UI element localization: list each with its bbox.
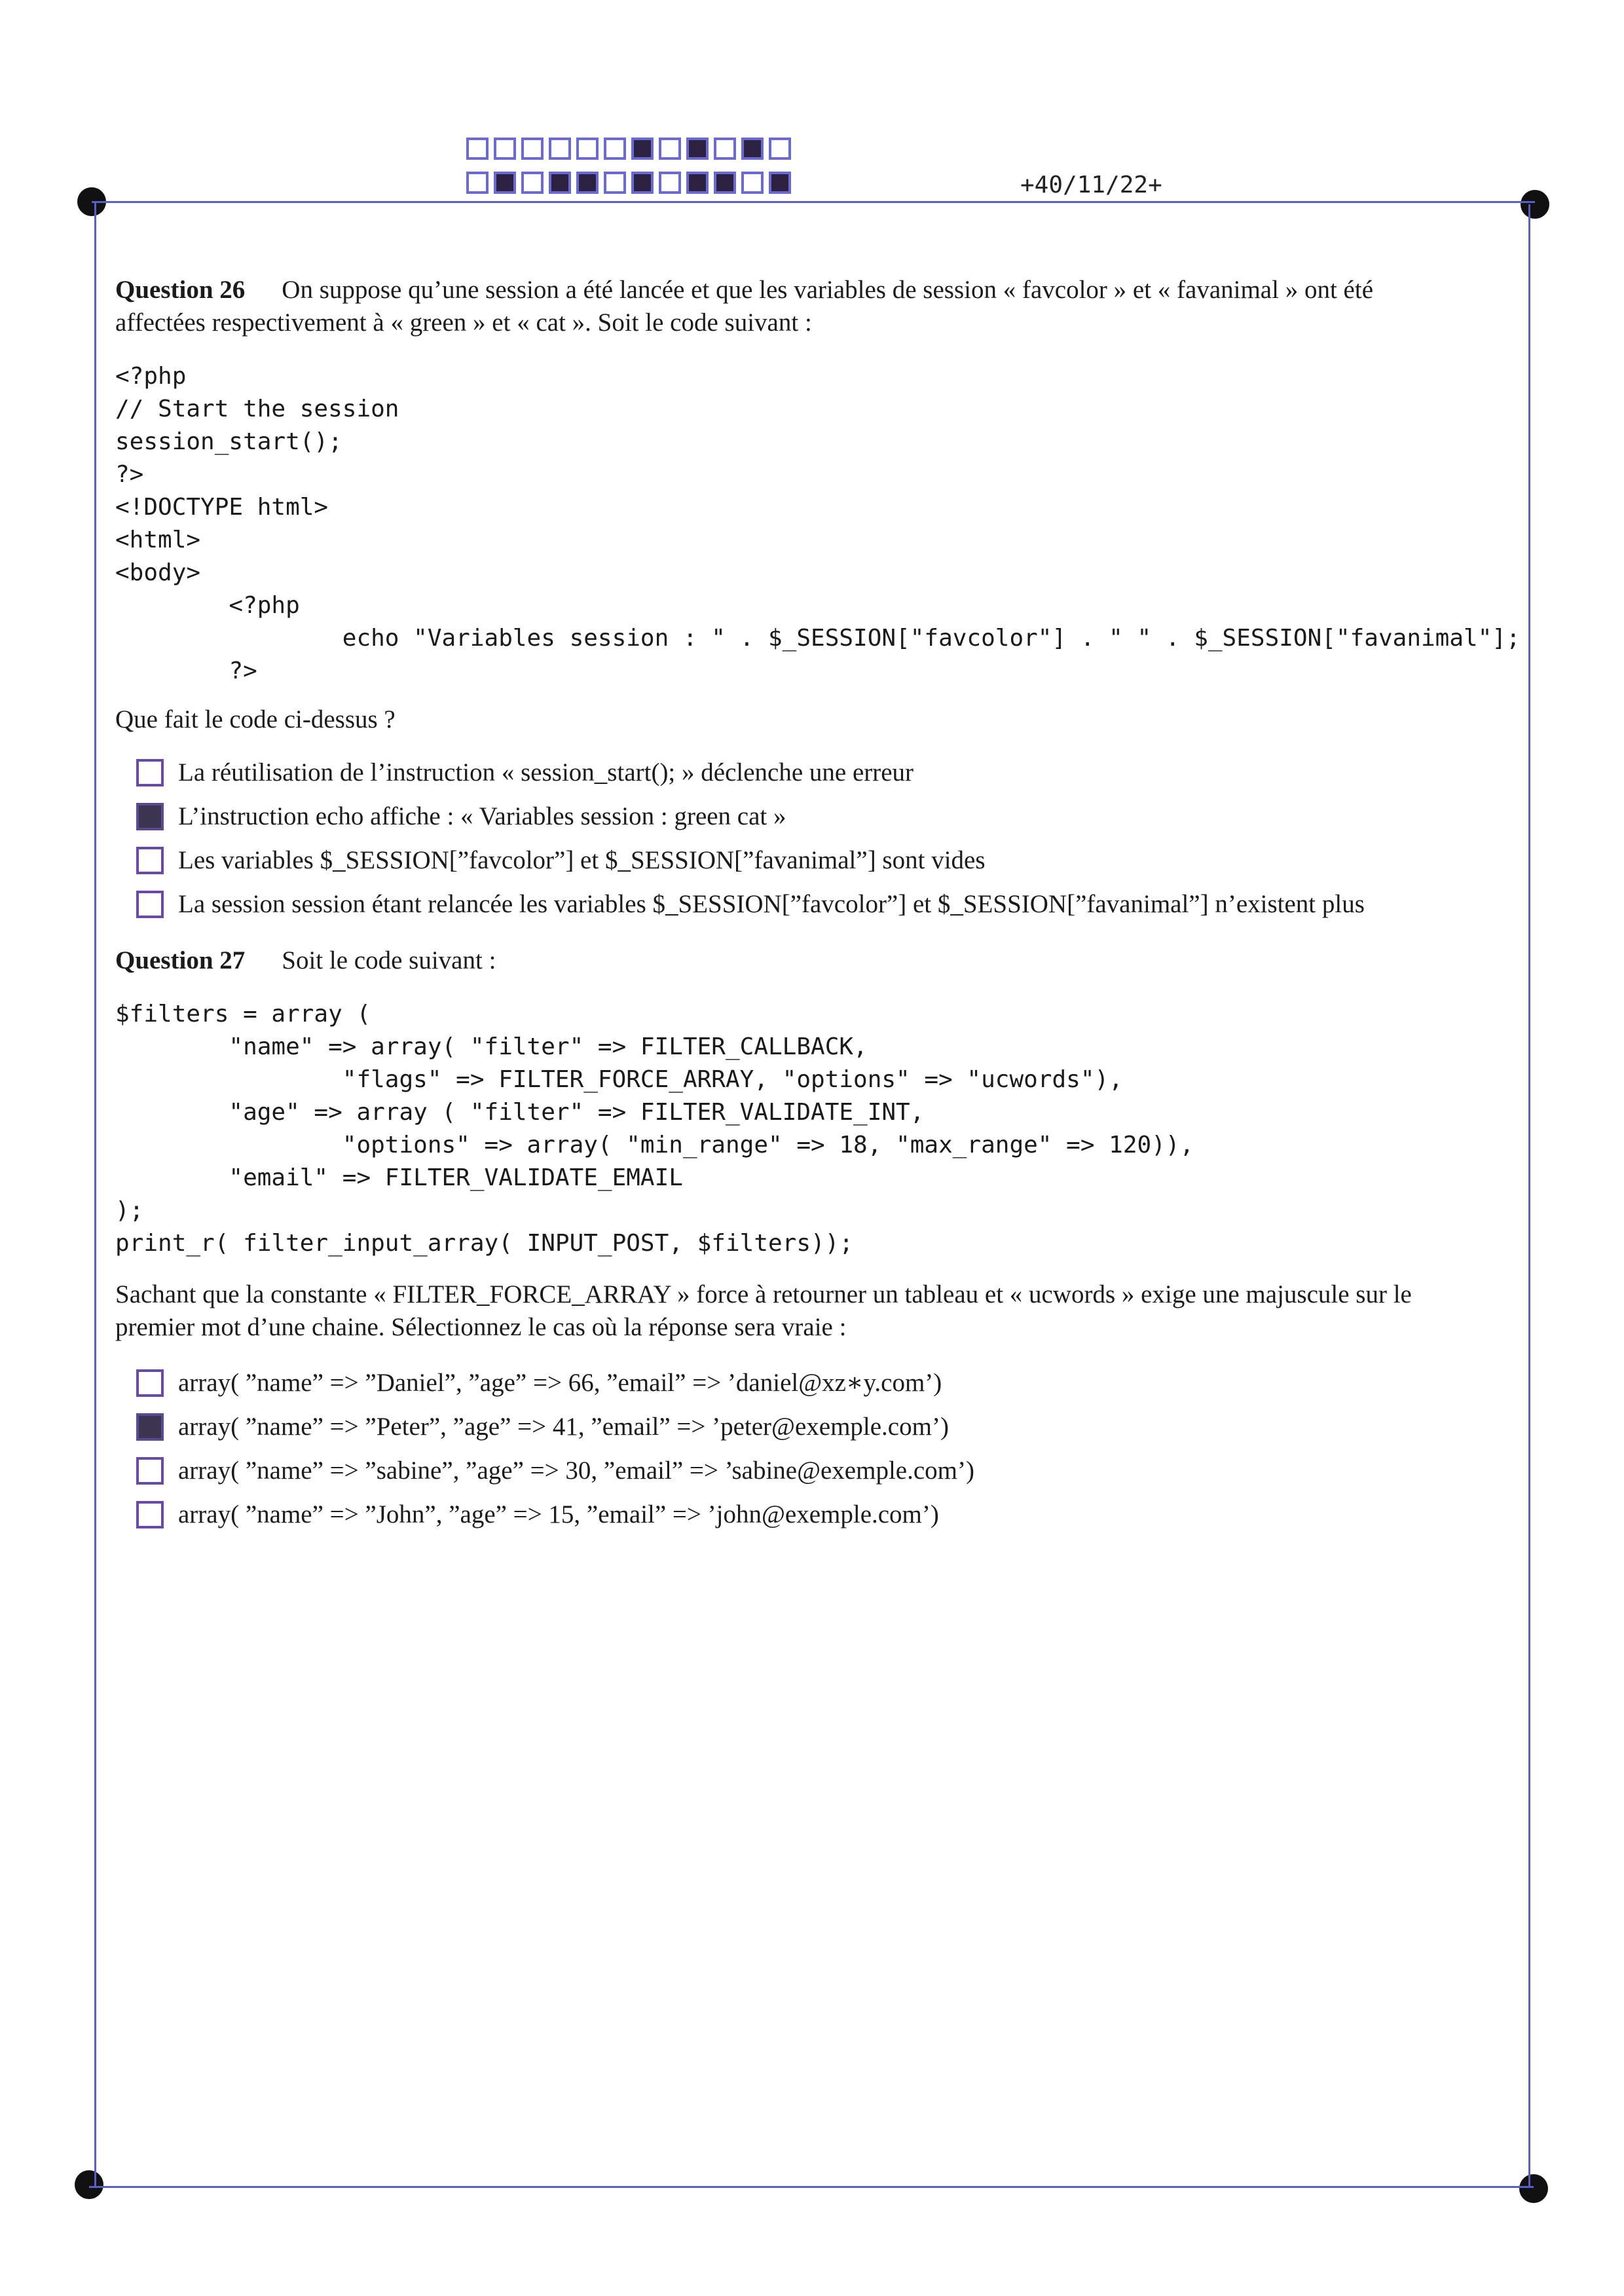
question-number: Question 26 [115, 276, 246, 304]
barcode-cell [604, 138, 626, 160]
question-text-line: affectées respectivement à « green » et « cat ». Soit le code suivant : [115, 308, 812, 337]
checkbox[interactable] [136, 759, 164, 787]
barcode-cell [576, 138, 599, 160]
checkbox-checked[interactable] [136, 803, 164, 830]
checkbox[interactable] [136, 1457, 164, 1485]
barcode-cell [686, 138, 709, 160]
barcode-cell [494, 172, 516, 194]
code-block: $filters = array ( "name" => array( "filter" => FILTER_CALLBACK, "flags" => FILTER_FORCE_ARRAY, "options" => "ucwords"), "age" => array ( "filter" => FILTER_VALIDATE_INT, "options" => array( "min_range" => 18, "max_range" => 120)), "email" => FILTER_VALIDATE_EMAIL ); print_r( filter_input_array( INPUT_POST, $filters)); [115, 1001, 1194, 1257]
barcode-cell [741, 172, 764, 194]
barcode-cell [769, 138, 791, 160]
barcode-cell [631, 138, 654, 160]
barcode-cell [631, 172, 654, 194]
barcode-cell [659, 172, 681, 194]
barcode-cell [686, 172, 709, 194]
barcode-cell [714, 138, 736, 160]
barcode-cell [521, 138, 544, 160]
answer-label: La session session étant relancée les variables $_SESSION[”favcolor”] et $_SESSION[”favanimal”] n’existent plus [178, 890, 1365, 918]
code-block: <?php // Start the session session_start(); ?> <!DOCTYPE html> <html> <body> <?php echo "Variables session : " . $_SESSION["favcolor"] . " " . $_SESSION["favanimal"]; ?> [115, 363, 1521, 684]
barcode-cell [466, 138, 489, 160]
barcode-row-bottom [466, 172, 791, 194]
answer-label: array( ”name” => ”Peter”, ”age” => 41, ”email” => ’peter@exemple.com’) [178, 1413, 949, 1441]
question-27-text [115, 944, 1530, 977]
question-26 [115, 274, 1530, 926]
frame-top-line [92, 201, 1535, 203]
answer-list [136, 1361, 1530, 1536]
question-text-line: Soit le code suivant : [282, 946, 496, 974]
barcode-cell [549, 172, 571, 194]
question-prompt-line: Sachant que la constante « FILTER_FORCE_ARRAY » force à retourner un tableau et « ucwords » exige une majuscule sur le [115, 1280, 1412, 1308]
answer-label: array( ”name” => ”John”, ”age” => 15, ”email” => ’john@exemple.com’) [178, 1500, 939, 1528]
corner-mark-bottom-right [1519, 2174, 1548, 2203]
answer-label: Les variables $_SESSION[”favcolor”] et $_SESSION[”favanimal”] sont vides [178, 846, 986, 874]
frame-left-line [94, 203, 96, 2186]
answer-option[interactable] [136, 794, 1530, 838]
barcode-cell [741, 138, 764, 160]
answer-option[interactable] [136, 838, 1530, 882]
answer-label: L’instruction echo affiche : « Variables session : green cat » [178, 802, 786, 830]
barcode-cell [604, 172, 626, 194]
checkbox[interactable] [136, 1501, 164, 1528]
checkbox-checked[interactable] [136, 1413, 164, 1441]
barcode-cell [576, 172, 599, 194]
answer-label: La réutilisation de l’instruction « session_start(); » déclenche une erreur [178, 758, 914, 787]
barcode-cell [659, 138, 681, 160]
answer-option[interactable] [136, 750, 1530, 794]
sheet-id: +40/11/22+ [1020, 172, 1162, 198]
checkbox[interactable] [136, 847, 164, 874]
barcode-cell [466, 172, 489, 194]
answer-option[interactable] [136, 1405, 1530, 1449]
question-number: Question 27 [115, 946, 246, 974]
corner-mark-top-right [1521, 190, 1549, 219]
question-prompt: Que fait le code ci-dessus ? [115, 705, 396, 733]
question-27 [115, 944, 1530, 1536]
answer-label: array( ”name” => ”Daniel”, ”age” => 66, ”email” => ’daniel@xz∗y.com’) [178, 1369, 942, 1397]
answer-option[interactable] [136, 882, 1530, 926]
question-text-line: On suppose qu’une session a été lancée et que les variables de session « favcolor » et « favanimal » ont été [282, 276, 1373, 304]
answer-label: array( ”name” => ”sabine”, ”age” => 30, ”email” => ’sabine@exemple.com’) [178, 1456, 974, 1485]
question-prompt-line: premier mot d’une chaine. Sélectionnez le cas où la réponse sera vraie : [115, 1313, 847, 1341]
corner-mark-bottom-left [75, 2170, 103, 2199]
question-26-text [115, 274, 1530, 306]
answer-option[interactable] [136, 1492, 1530, 1536]
frame-bottom-line [89, 2186, 1534, 2188]
checkbox[interactable] [136, 891, 164, 918]
barcode-row-top [466, 138, 791, 160]
answer-list [136, 750, 1530, 926]
checkbox[interactable] [136, 1369, 164, 1397]
barcode-cell [549, 138, 571, 160]
barcode-cell [769, 172, 791, 194]
barcode-cell [521, 172, 544, 194]
answer-option[interactable] [136, 1449, 1530, 1492]
barcode-cell [494, 138, 516, 160]
barcode-cell [714, 172, 736, 194]
page-content [115, 274, 1530, 1536]
answer-option[interactable] [136, 1361, 1530, 1405]
